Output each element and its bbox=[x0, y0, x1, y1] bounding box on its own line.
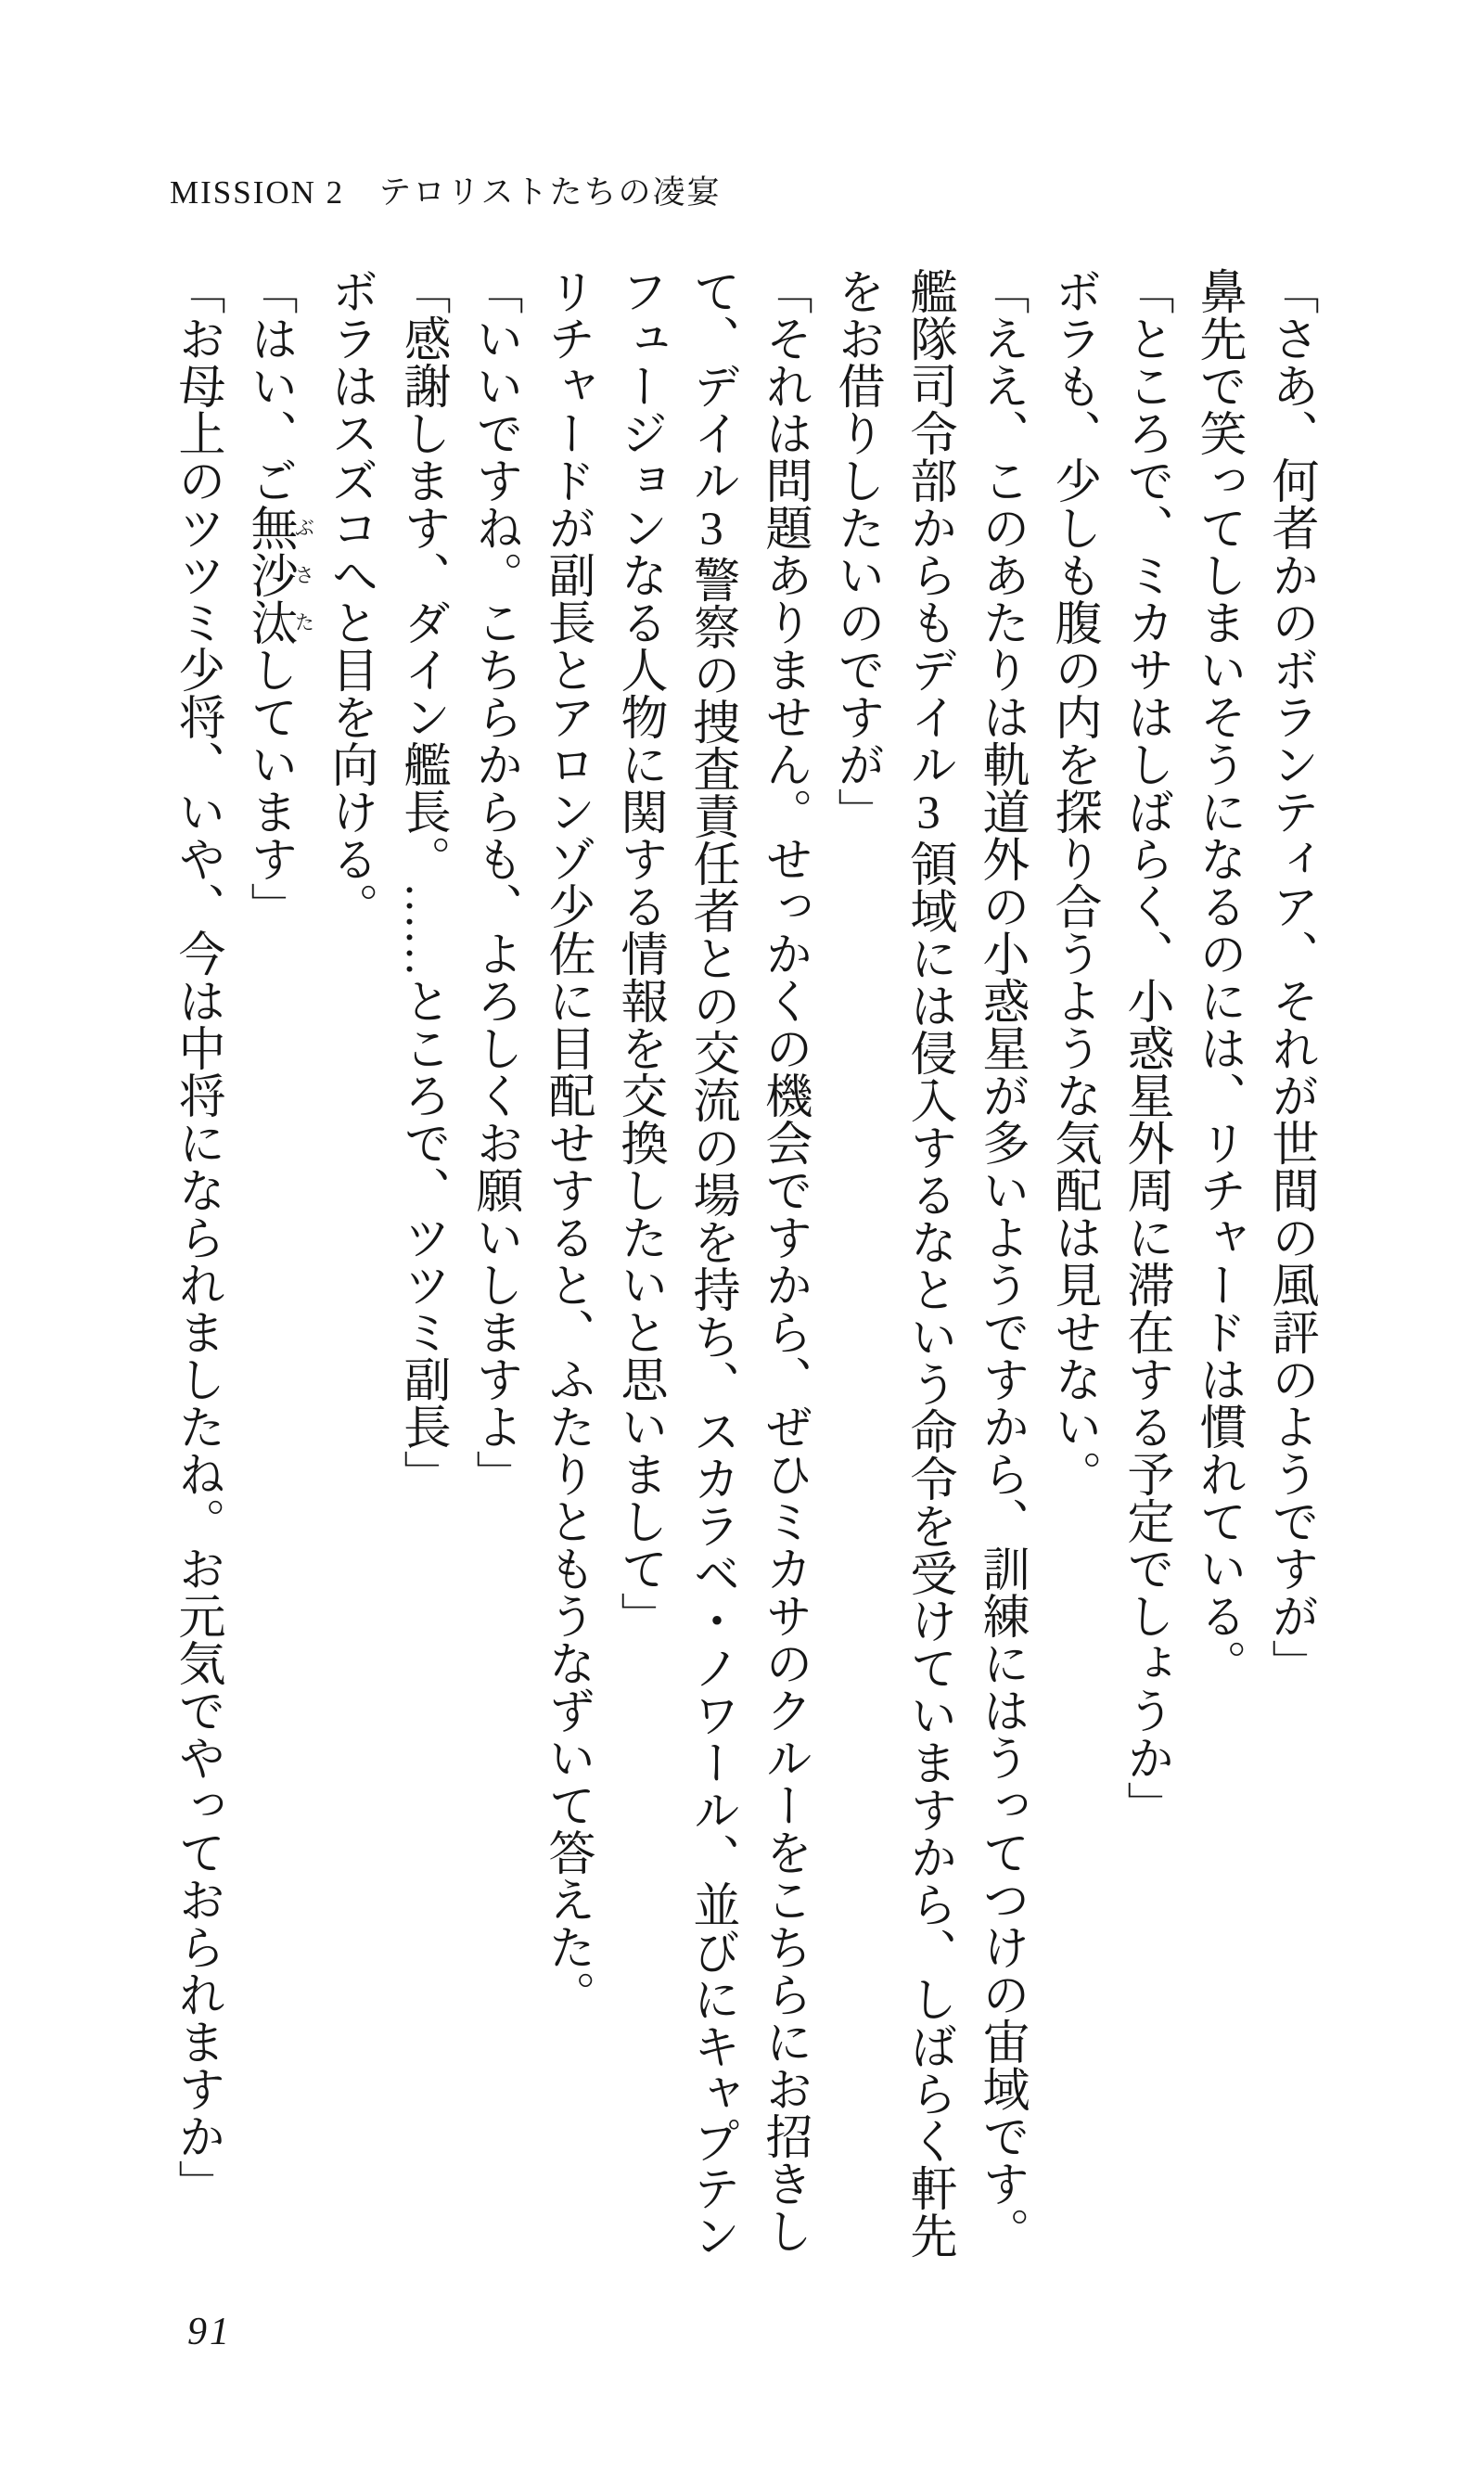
upright-digit: 3 bbox=[902, 788, 954, 839]
text-line: 「はい、ご無沙汰ぶさたしています」 bbox=[243, 267, 314, 929]
text-line: リチャードが副長とアロンゾ少佐に目配せすると、ふたりともうなずいて答えた。 bbox=[541, 267, 593, 2018]
text-line: 「お母上のツツミ少将、いや、今は中将になられましたね。お元気でやっておられますか」 bbox=[171, 267, 223, 2207]
text-line: ボラも、少しも腹の内を探り合うような気配は見せない。 bbox=[1047, 267, 1099, 1497]
text-line: て、デイル3警察の捜査責任者との交流の場を持ち、スカラベ・ノワール、並びにキャプテン bbox=[685, 267, 737, 2259]
body-text bbox=[160, 267, 1326, 2285]
chapter-header: MISSION 2 テロリストたちの凌宴 bbox=[170, 174, 722, 211]
text-line: 「ところで、ミカサはしばらく、小惑星外周に滞在する予定でしょうか」 bbox=[1119, 267, 1171, 1828]
text-line: 「さあ、何者かのボランティア、それが世間の風評のようですが」 bbox=[1264, 267, 1316, 1686]
text-line: 「感謝します、ダイン艦長。……ところで、ツツミ副長」 bbox=[396, 267, 448, 1497]
text-line: 「ええ、このあたりは軌道外の小惑星が多いようですから、訓練にはうってつけの宙域です。 bbox=[975, 267, 1027, 2254]
text-line: 「いいですね。こちらからも、よろしくお願いしますよ」 bbox=[468, 267, 520, 1497]
text-line: 艦隊司令部からもデイル3領域には侵入するなという命令を受けていますから、しばらく軒先 bbox=[902, 267, 954, 2259]
ruby-annotated-word: 無沙汰ぶさた bbox=[243, 504, 314, 646]
text-line: フュージョンなる人物に関する情報を交換したいと思いまして」 bbox=[613, 267, 665, 1639]
text-line: をお借りしたいのですが」 bbox=[830, 267, 882, 835]
text-line: 「それは問題ありません。せっかくの機会ですから、ぜひミカサのクルーをこちらにお招きし bbox=[758, 267, 810, 2254]
upright-digit: 3 bbox=[685, 504, 737, 556]
text-line: ボラはスズコへと目を向ける。 bbox=[324, 267, 376, 929]
page-number: 91 bbox=[187, 2311, 232, 2353]
text-line: 鼻先で笑ってしまいそうになるのには、リチャードは慣れている。 bbox=[1192, 267, 1244, 1686]
